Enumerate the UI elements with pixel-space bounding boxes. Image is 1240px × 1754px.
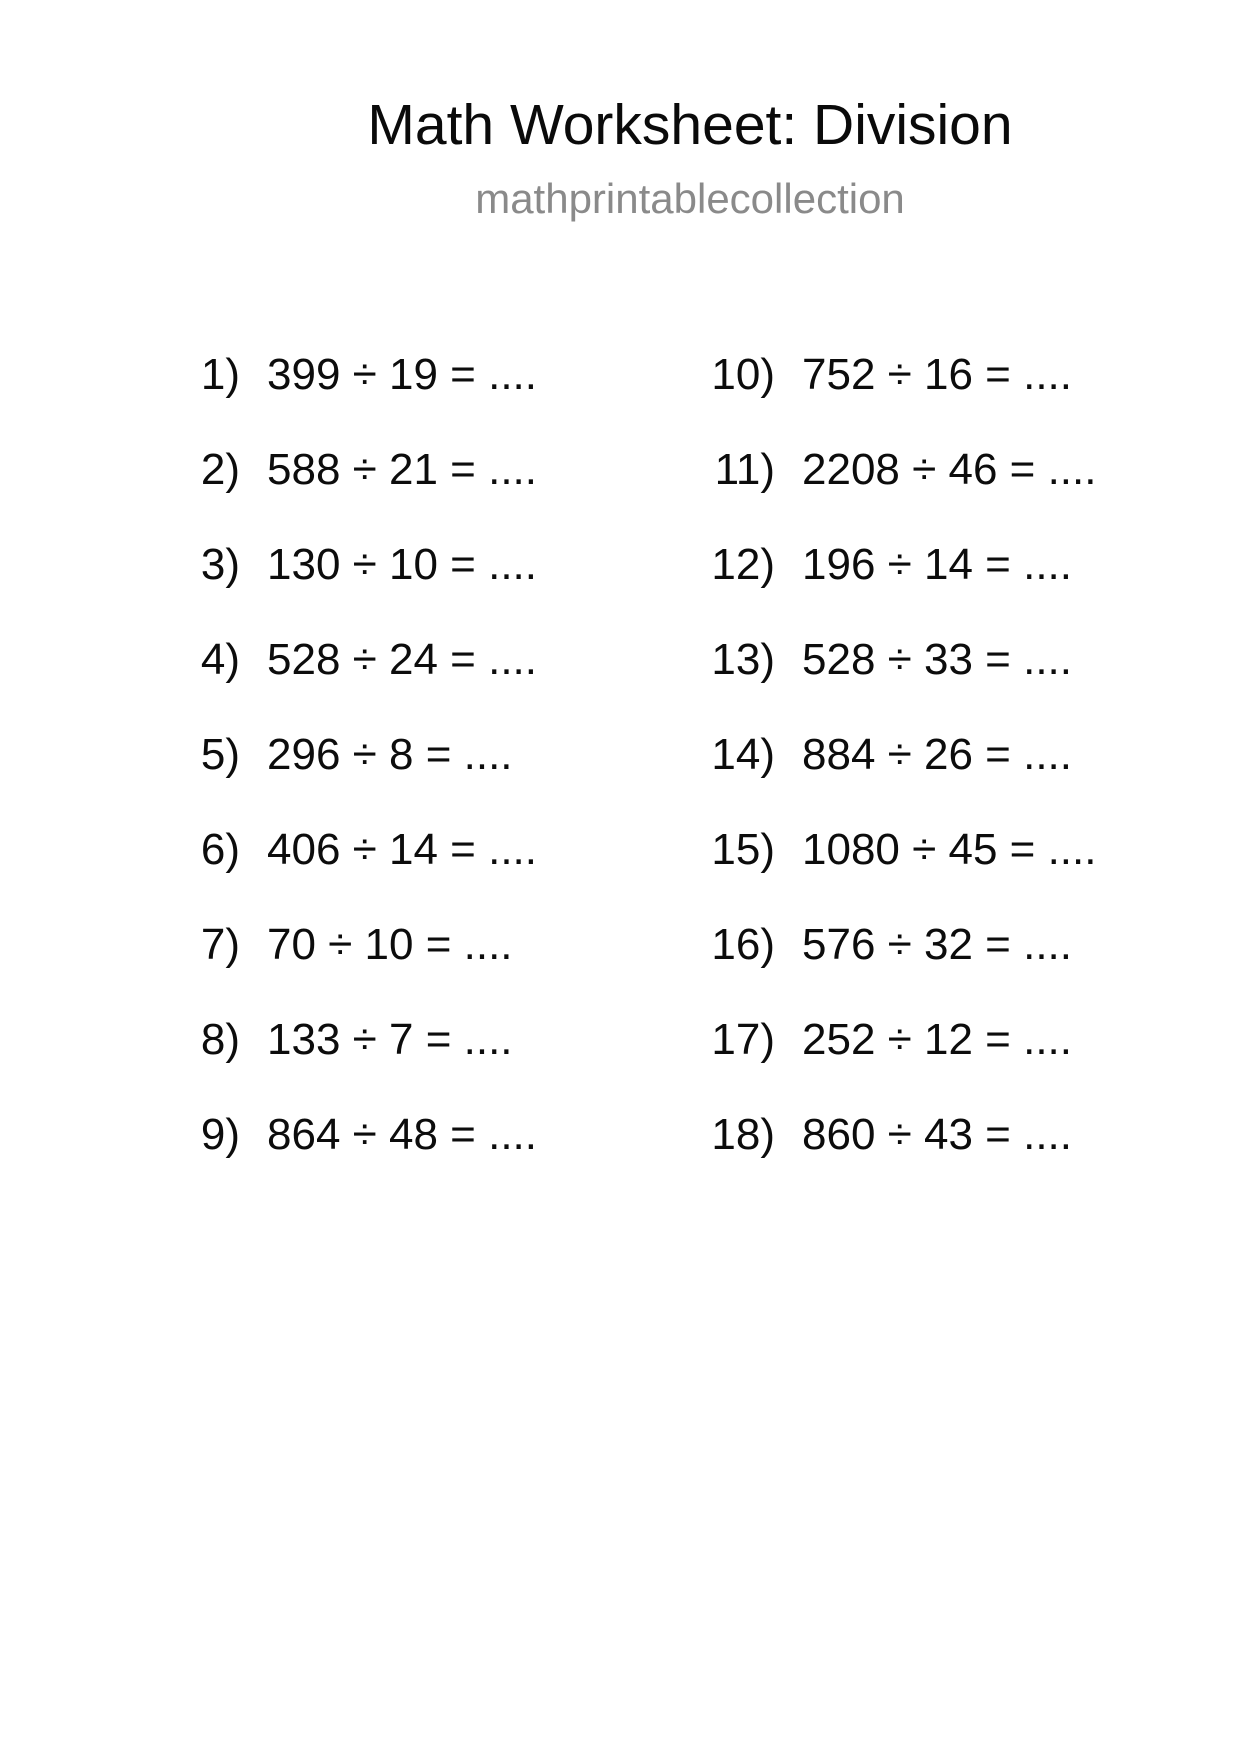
problem-number: 17) — [711, 1014, 775, 1064]
problem-expression: 399 ÷ 19 = .... — [267, 349, 537, 399]
problem-expression: 752 ÷ 16 = .... — [802, 349, 1072, 399]
problem-number: 6) — [200, 824, 240, 874]
problem-expression: 884 ÷ 26 = .... — [802, 729, 1072, 779]
problem-expression: 528 ÷ 33 = .... — [802, 634, 1072, 684]
problem-row — [675, 327, 1096, 422]
problem-expression: 406 ÷ 14 = .... — [267, 824, 537, 874]
problem-row — [140, 897, 537, 992]
problem-expression: 864 ÷ 48 = .... — [267, 1109, 537, 1159]
page-subtitle: mathprintablecollection — [475, 175, 905, 222]
problem-row — [140, 327, 537, 422]
problem-expression: 252 ÷ 12 = .... — [802, 1014, 1072, 1064]
problem-number: 11) — [714, 444, 775, 494]
problem-number: 15) — [711, 824, 775, 874]
page-title: Math Worksheet: Division — [367, 93, 1013, 157]
problem-row — [140, 517, 537, 612]
problem-expression: 196 ÷ 14 = .... — [802, 539, 1072, 589]
problem-number: 13) — [711, 634, 775, 684]
problem-number: 4) — [200, 634, 240, 684]
problem-number: 1) — [200, 349, 240, 399]
problem-row — [675, 802, 1096, 897]
problem-number: 18) — [711, 1109, 775, 1159]
problem-number: 12) — [711, 539, 775, 589]
problem-expression: 528 ÷ 24 = .... — [267, 634, 537, 684]
problem-expression: 2208 ÷ 46 = .... — [802, 444, 1097, 494]
problem-number: 2) — [200, 444, 240, 494]
problem-row — [675, 517, 1096, 612]
problem-row — [140, 802, 537, 897]
problem-row — [140, 422, 537, 517]
problems-column-left — [140, 327, 537, 1182]
problem-expression: 70 ÷ 10 = .... — [267, 919, 513, 969]
problem-expression: 1080 ÷ 45 = .... — [802, 824, 1097, 874]
problem-expression: 133 ÷ 7 = .... — [267, 1014, 513, 1064]
problem-number: 3) — [200, 539, 240, 589]
problem-row — [675, 992, 1096, 1087]
problem-expression: 130 ÷ 10 = .... — [267, 539, 537, 589]
problem-row — [675, 422, 1096, 517]
problem-number: 8) — [200, 1014, 240, 1064]
problem-row — [140, 707, 537, 802]
problem-number: 7) — [200, 919, 240, 969]
problem-number: 5) — [200, 729, 240, 779]
problem-number: 16) — [711, 919, 775, 969]
problem-number: 10) — [711, 349, 775, 399]
problem-row — [675, 707, 1096, 802]
problem-number: 9) — [200, 1109, 240, 1159]
problem-number: 14) — [711, 729, 775, 779]
problem-row — [675, 897, 1096, 992]
problem-expression: 296 ÷ 8 = .... — [267, 729, 513, 779]
problem-row — [675, 612, 1096, 707]
problems-column-right — [675, 327, 1096, 1182]
problem-expression: 576 ÷ 32 = .... — [802, 919, 1072, 969]
problem-row — [140, 992, 537, 1087]
problem-row — [140, 1087, 537, 1182]
problem-row — [675, 1087, 1096, 1182]
problem-row — [140, 612, 537, 707]
problem-expression: 860 ÷ 43 = .... — [802, 1109, 1072, 1159]
problem-expression: 588 ÷ 21 = .... — [267, 444, 537, 494]
